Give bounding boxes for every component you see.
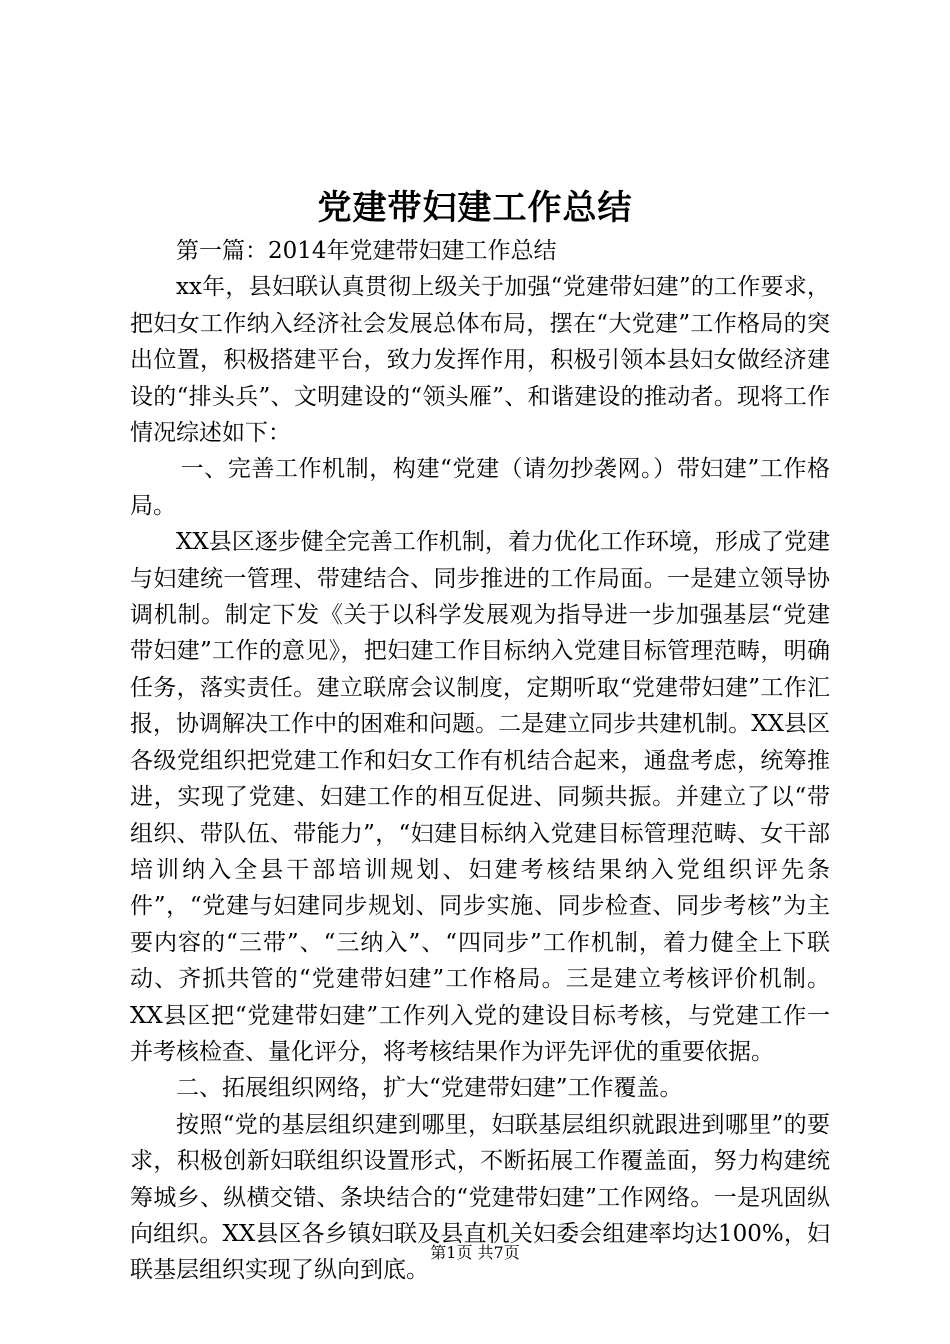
paragraph: xx年，县妇联认真贯彻上级关于加强“党建带妇建”的工作要求，把妇女工作纳入经济社会发展总体布局，摆在“大党建”工作格局的突出位置，积极搭建平台，致力发挥作用，积极引领本县妇女做经济建设的“排头兵”、文明建设的“领头雁”、和谐建设的推动者。现将工作情况综述如下： bbox=[130, 274, 830, 447]
paragraph: 按照“党的基层组织建到哪里，妇联基层组织就跟进到哪里”的要求，积极创新妇联组织设置形式，不断拓展工作覆盖面，努力构建统筹城乡、纵横交错、条块结合的“党建带妇建”工作网络。一是巩固纵向组织。XX县区各乡镇妇联及县直机关妇委会组建率均达100%，妇联基层组织实现了纵向到底。 bbox=[130, 1111, 830, 1284]
subsection-heading: 二、拓展组织网络，扩大“党建带妇建”工作覆盖。 bbox=[176, 1075, 683, 1102]
page-number-footer: 第1页 共7页 bbox=[430, 1243, 520, 1262]
subsection-heading: 一、完善工作机制，构建“党建（请勿抄袭网。）带妇建”工作格局。 bbox=[130, 456, 830, 519]
section-heading: 第一篇：2014年党建带妇建工作总结 bbox=[176, 238, 557, 264]
document-title: 党建带妇建工作总结 bbox=[317, 188, 633, 228]
document-body bbox=[130, 233, 830, 1289]
paragraph: XX县区逐步健全完善工作机制，着力优化工作环境，形成了党建与妇建统一管理、带建结合、同步推进的工作局面。一是建立领导协调机制。制定下发《关于以科学发展观为指导进一步加强基层“党建带妇建”工作的意见》，把妇建工作目标纳入党建目标管理范畴，明确任务，落实责任。建立联席会议制度，定期听取“党建带妇建”工作汇报，协调解决工作中的困难和问题。二是建立同步共建机制。XX县区各级党组织把党建工作和妇女工作有机结合起来，通盘考虑，统筹推进，实现了党建、妇建工作的相互促进、同频共振。并建立了以“带组织、带队伍、带能力”，“妇建目标纳入党建目标管理范畴、女干部培训纳入全县干部培训规划、妇建考核结果纳入党组织评先条件”，“党建与妇建同步规划、同步实施、同步检查、同步考核”为主要内容的“三带”、“三纳入”、“四同步”工作机制，着力健全上下联动、齐抓共管的“党建带妇建”工作格局。三是建立考核评价机制。XX县区把“党建带妇建”工作列入党的建设目标考核，与党建工作一并考核检查、量化评分，将考核结果作为评先评优的重要依据。 bbox=[130, 529, 830, 1065]
